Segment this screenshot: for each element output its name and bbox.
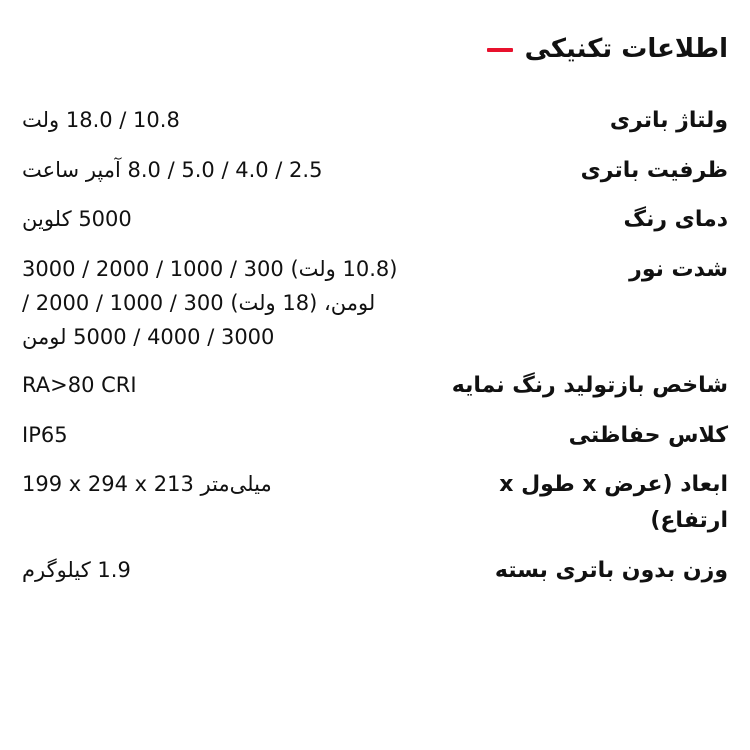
spec-label: وزن بدون باتری بسته <box>494 557 728 583</box>
table-row <box>22 553 728 603</box>
table-row <box>22 153 728 203</box>
spec-value: 10.8 / 18.0 ولت <box>22 108 180 133</box>
spec-value: 199 x 294 x 213 میلی‌متر <box>22 472 272 497</box>
spec-label: ظرفیت باتری <box>580 157 728 183</box>
page-title: اطلاعات تکنیکی <box>524 34 728 64</box>
spec-value: RA>80 CRI <box>22 373 137 398</box>
table-row <box>22 103 728 153</box>
spec-value: 2.5 / 4.0 / 5.0 / 8.0 آمپر ساعت <box>22 157 323 182</box>
spec-label: شاخص بازتولید رنگ نمایه <box>451 373 728 399</box>
table-row <box>22 202 728 252</box>
spec-label: کلاس حفاظتی <box>568 422 728 448</box>
dash-icon <box>487 48 513 52</box>
table-row <box>22 368 728 418</box>
spec-value: 1.9 کیلوگرم <box>22 557 131 582</box>
specification-table <box>22 103 728 602</box>
spec-label: شدت نور <box>629 257 728 283</box>
spec-value: (10.8 ولت) 300 / 1000 / 2000 / 3000 لومن، (18 ولت) 300 / 1000 / 2000 / 3000 / 4000 / 5000 لومن <box>22 257 398 350</box>
table-row <box>22 467 728 552</box>
spec-label: ولتاژ باتری <box>609 108 728 134</box>
spec-label: ابعاد (عرض x طول x ارتفاع) <box>499 472 728 533</box>
spec-label: دمای رنگ <box>623 207 728 233</box>
table-row <box>22 252 728 368</box>
spec-value: 5000 کلوین <box>22 207 132 232</box>
spec-value: IP65 <box>22 422 68 447</box>
section-header <box>22 34 728 65</box>
table-row <box>22 418 728 468</box>
